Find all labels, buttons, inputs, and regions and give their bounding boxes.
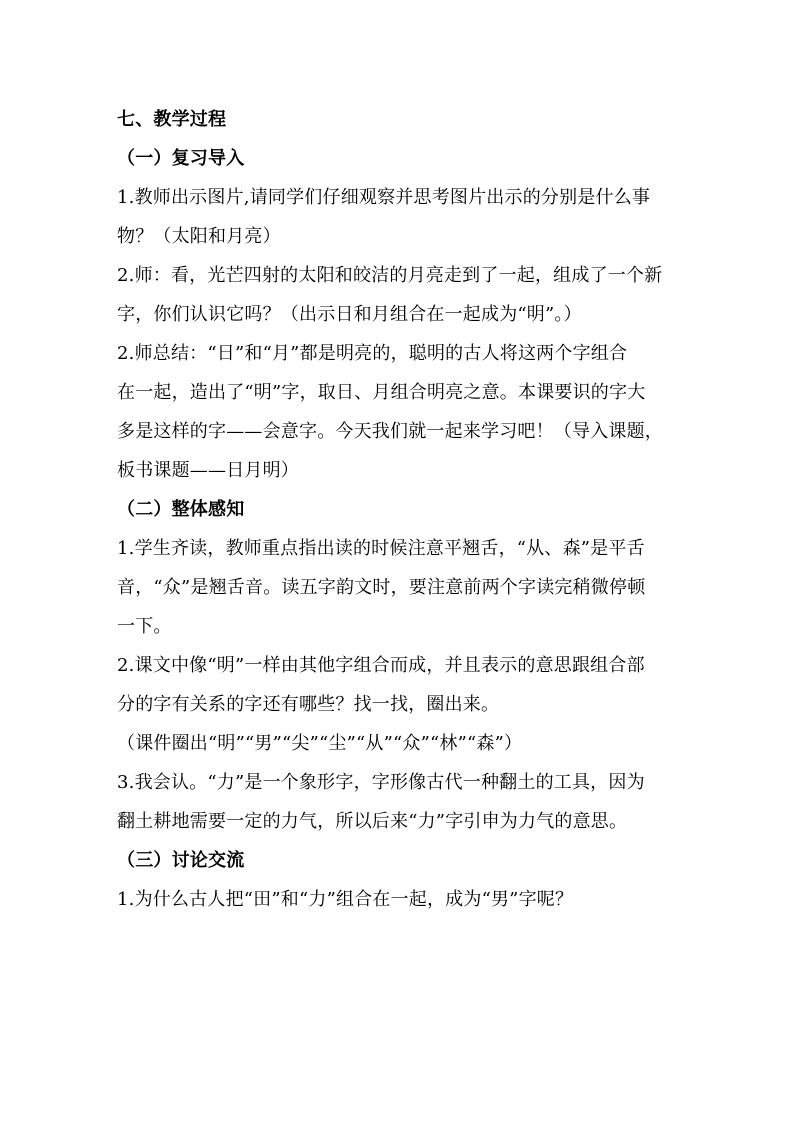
paragraph-lines xyxy=(117,139,687,919)
subsection-heading: （一）复习导入 xyxy=(117,148,245,169)
text-line: 在一起，造出了“明”字，取日、月组合明亮之意。本课要识的字大 xyxy=(117,382,646,403)
text-line: 2.师：看，光芒四射的太阳和皎洁的月亮走到了一起，组成了一个新 xyxy=(117,265,663,286)
text-line: 1.学生齐读，教师重点指出读的时候注意平翘舌，“从、森”是平舌 xyxy=(117,538,645,559)
text-line: 分的字有关系的字还有哪些？找一找，圈出来。 xyxy=(117,694,500,715)
text-line: 翻土耕地需要一定的力气，所以后来“力”字引申为力气的意思。 xyxy=(117,811,628,832)
section-title: 七、教学过程 xyxy=(117,109,227,130)
text-line: 音，“众”是翘舌音。读五字韵文时，要注意前两个字读完稍微停顿 xyxy=(117,577,646,598)
text-line: 一下。 xyxy=(117,616,172,637)
text-line: 多是这样的字——会意字。今天我们就一起来学习吧！（导入课题， xyxy=(117,421,663,442)
subsection-heading: （二）整体感知 xyxy=(117,499,245,520)
text-line: 2.课文中像“明”一样由其他字组合而成，并且表示的意思跟组合部 xyxy=(117,655,645,676)
text-line: 物？（太阳和月亮） xyxy=(117,226,281,247)
subsection-heading: （三）讨论交流 xyxy=(117,850,245,871)
text-line: 2.师总结：“日”和“月”都是明亮的，聪明的古人将这两个字组合 xyxy=(117,343,628,364)
text-line: 3.我会认。“力”是一个象形字，字形像古代一种翻土的工具，因为 xyxy=(117,772,645,793)
text-line: 1.为什么古人把“田”和“力”组合在一起，成为“男”字呢？ xyxy=(117,889,574,910)
document-body xyxy=(117,100,687,919)
text-line: 1.教师出示图片,请同学们仔细观察并思考图片出示的分别是什么事 xyxy=(117,187,651,208)
text-line: 板书课题——日月明） xyxy=(117,460,299,481)
text-line: （课件圈出“明”“男”“尖”“尘”“从”“众”“林”“森”） xyxy=(117,733,523,754)
text-line: 字，你们认识它吗？（出示日和月组合在一起成为“明”。） xyxy=(117,304,582,325)
